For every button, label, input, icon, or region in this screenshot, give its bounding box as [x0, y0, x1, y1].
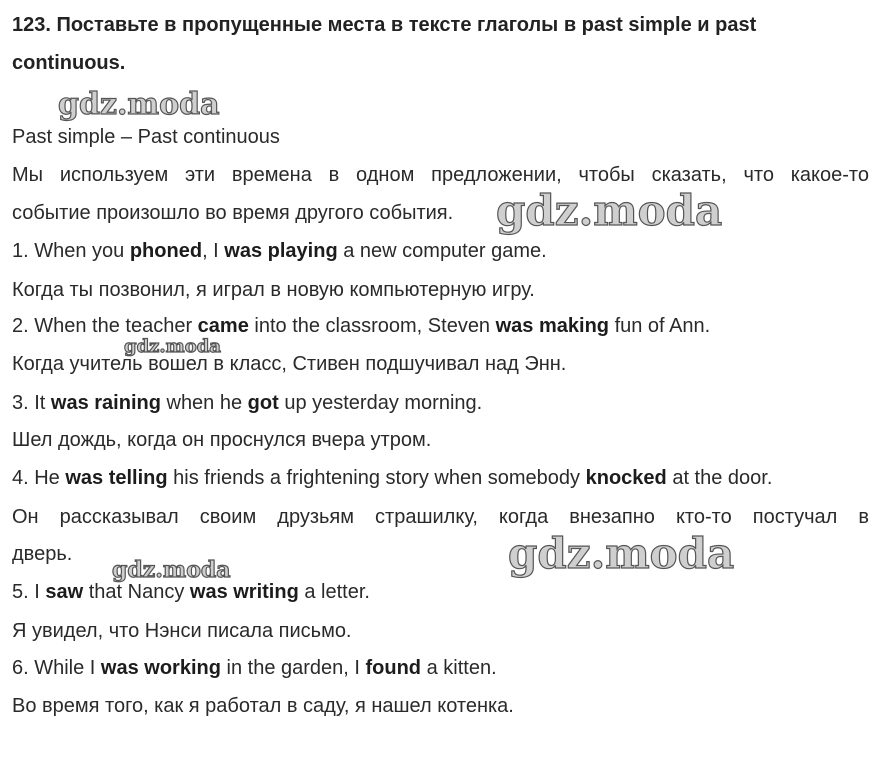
sentence-text: at the door.: [666, 467, 773, 489]
verb-phrase: found: [365, 657, 422, 679]
watermark-logo: gdz.moda: [112, 557, 231, 583]
verb-phrase: phoned: [129, 240, 203, 262]
sentence-5-english: [12, 579, 370, 605]
verb-phrase: knocked: [585, 467, 667, 489]
watermark-logo: gdz.moda: [508, 529, 735, 578]
sentence-text: that Nancy: [83, 581, 190, 603]
sentence-4-english: [12, 465, 772, 491]
sentence-1-english: [12, 238, 547, 264]
sentence-text: a letter.: [298, 581, 370, 603]
sentence-3-english: [12, 390, 482, 416]
exercise-number: 123.: [12, 14, 51, 36]
sentence-text: up yesterday morning.: [278, 392, 483, 414]
sentence-text: 3. It: [12, 392, 51, 414]
exercise-instruction: Поставьте в пропущенные места в тексте глаголы в past simple и past continuous.: [12, 14, 757, 74]
sentence-text: in the garden, I: [220, 657, 366, 679]
verb-phrase: came: [197, 315, 249, 337]
exercise-title: [12, 6, 862, 82]
verb-phrase: saw: [45, 581, 84, 603]
sentence-text: into the classroom, Steven: [248, 315, 496, 337]
watermark-logo: gdz.moda: [124, 336, 221, 357]
sentence-2-english: [12, 313, 710, 339]
verb-phrase: got: [247, 392, 279, 414]
verb-phrase: was making: [495, 315, 610, 337]
sentence-text: 6. While I: [12, 657, 101, 679]
watermark-logo: gdz.moda: [58, 87, 220, 122]
sentence-5-russian: Я увидел, что Нэнси писала письмо.: [12, 620, 352, 642]
sentence-4-russian-line-1: Он рассказывал своим друзьям страшилку, когда внезапно кто-то постучал в: [12, 506, 869, 528]
sentence-text: 5. I: [12, 581, 46, 603]
verb-phrase: was working: [100, 657, 221, 679]
verb-phrase: was playing: [224, 240, 338, 262]
watermark-logo: gdz.moda: [496, 186, 723, 235]
sentence-1-russian: Когда ты позвонил, я играл в новую компьютерную игру.: [12, 279, 535, 301]
verb-phrase: was writing: [189, 581, 299, 603]
sentence-text: a new computer game.: [337, 240, 547, 262]
sentence-text: when he: [160, 392, 248, 414]
sentence-text: 4. He: [12, 467, 66, 489]
sentence-text: , I: [202, 240, 225, 262]
sentence-4-russian-line-2: дверь.: [12, 543, 73, 565]
sentence-text: fun of Ann.: [609, 315, 711, 337]
verb-phrase: was raining: [50, 392, 161, 414]
sentence-3-russian: Шел дождь, когда он проснулся вчера утром.: [12, 429, 432, 451]
sentence-text: his friends a frightening story when somebody: [167, 467, 586, 489]
sentence-text: 1. When you: [12, 240, 130, 262]
sentence-text: a kitten.: [421, 657, 497, 679]
sentence-text: 2. When the teacher: [12, 315, 198, 337]
sentence-6-english: [12, 655, 497, 681]
verb-phrase: was telling: [65, 467, 168, 489]
intro-heading: Past simple – Past continuous: [12, 126, 280, 148]
sentence-6-russian: Во время того, как я работал в саду, я нашел котенка.: [12, 695, 514, 717]
sentence-2-russian: Когда учитель вошел в класс, Стивен подшучивал над Энн.: [12, 353, 567, 375]
intro-explanation-line-2: событие произошло во время другого события.: [12, 202, 454, 224]
intro-explanation-line-1: Мы используем эти времена в одном предложении, чтобы сказать, что какое-то: [12, 164, 869, 186]
